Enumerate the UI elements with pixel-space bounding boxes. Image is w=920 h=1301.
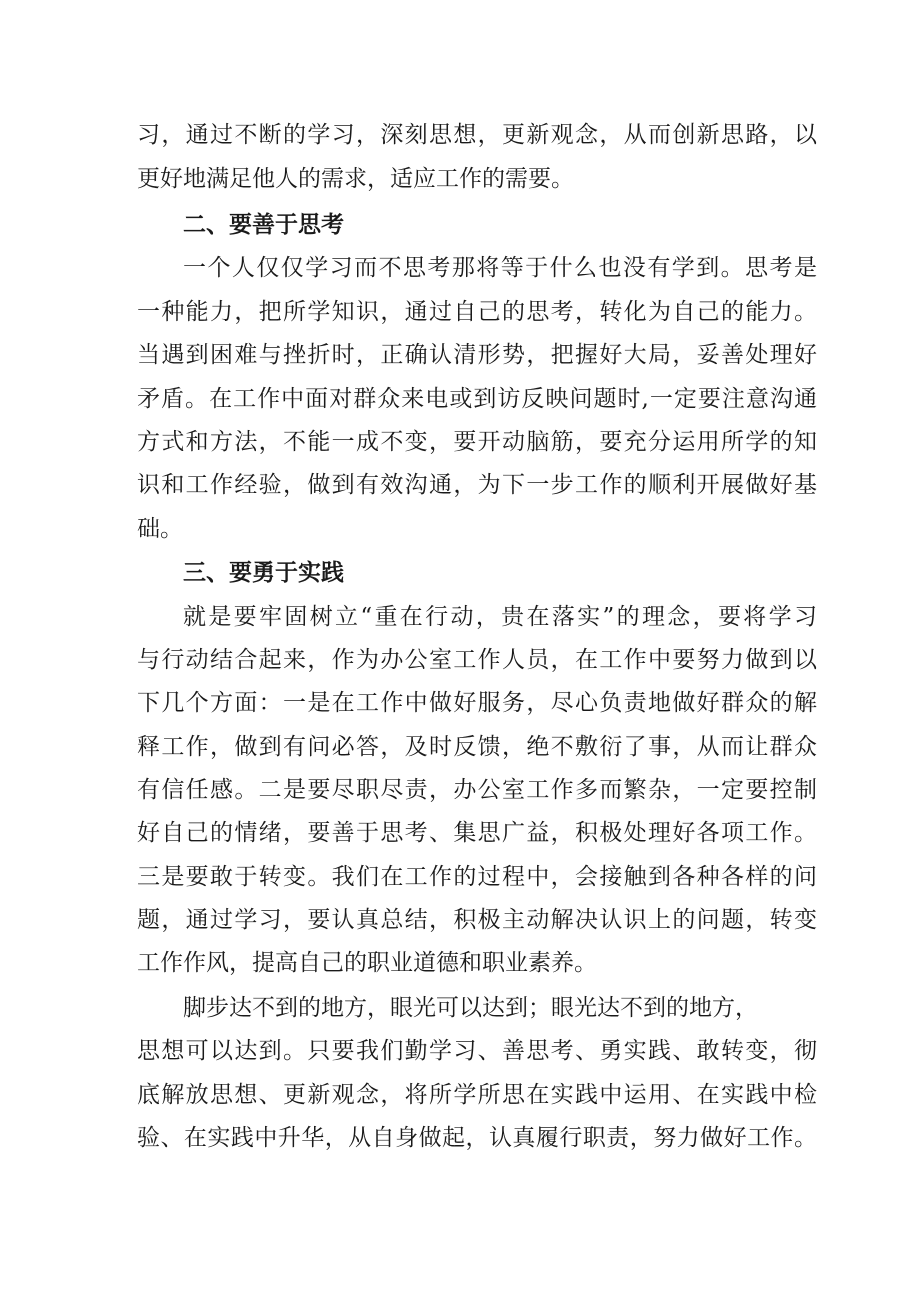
text-line: 思想可以达到。只要我们勤学习、善思考、勇实践、敢转变，彻 [137, 1038, 817, 1064]
text-line: 础。 [137, 516, 183, 542]
text-line: 下几个方面：一是在工作中做好服务，尽心负责地做好群众的解 [137, 690, 817, 716]
text-line: 底解放思想、更新观念，将所学所思在实践中运用、在实践中检 [137, 1082, 817, 1108]
text-line: 识和工作经验，做到有效沟通，为下一步工作的顺利开展做好基 [137, 472, 817, 498]
text-line: 矛盾。在工作中面对群众来电或到访反映问题时,一定要注意沟通 [137, 386, 817, 412]
text-line: 一种能力，把所学知识，通过自己的思考，转化为自己的能力。 [137, 299, 817, 325]
text-line: 方式和方法，不能一成不变，要开动脑筋，要充分运用所学的知 [137, 429, 817, 455]
text-line: 有信任感。二是要尽职尽责，办公室工作多而繁杂，一定要控制 [137, 777, 817, 803]
section-heading: 二、要善于思考 [183, 212, 344, 238]
text-line: 释工作，做到有问必答，及时反馈，绝不敷衍了事，从而让群众 [137, 734, 817, 760]
text-line: 三是要敢于转变。我们在工作的过程中，会接触到各种各样的问 [137, 864, 817, 890]
text-line: 与行动结合起来，作为办公室工作人员，在工作中要努力做到以 [137, 647, 817, 673]
text-line: 习，通过不断的学习，深刻思想，更新观念，从而创新思路，以 [137, 122, 817, 148]
text-line: 题，通过学习，要认真总结，积极主动解决认识上的问题，转变 [137, 907, 817, 933]
section-heading: 三、要勇于实践 [183, 560, 344, 586]
text-line: 工作作风，提高自己的职业道德和职业素养。 [137, 950, 597, 976]
text-line: 当遇到困难与挫折时，正确认清形势，把握好大局，妥善处理好 [137, 342, 817, 368]
text-line: 一个人仅仅学习而不思考那将等于什么也没有学到。思考是 [183, 255, 817, 281]
text-line: 更好地满足他人的需求，适应工作的需要。 [137, 166, 574, 192]
text-line: 好自己的情绪，要善于思考、集思广益，积极处理好各项工作。 [137, 820, 817, 846]
text-line: 就是要牢固树立“重在行动，贵在落实”的理念，要将学习 [183, 604, 817, 630]
text-line: 脚步达不到的地方，眼光可以达到；眼光达不到的地方， [183, 995, 758, 1021]
text-line: 验、在实践中升华，从自身做起，认真履行职责，努力做好工作。 [137, 1125, 817, 1151]
